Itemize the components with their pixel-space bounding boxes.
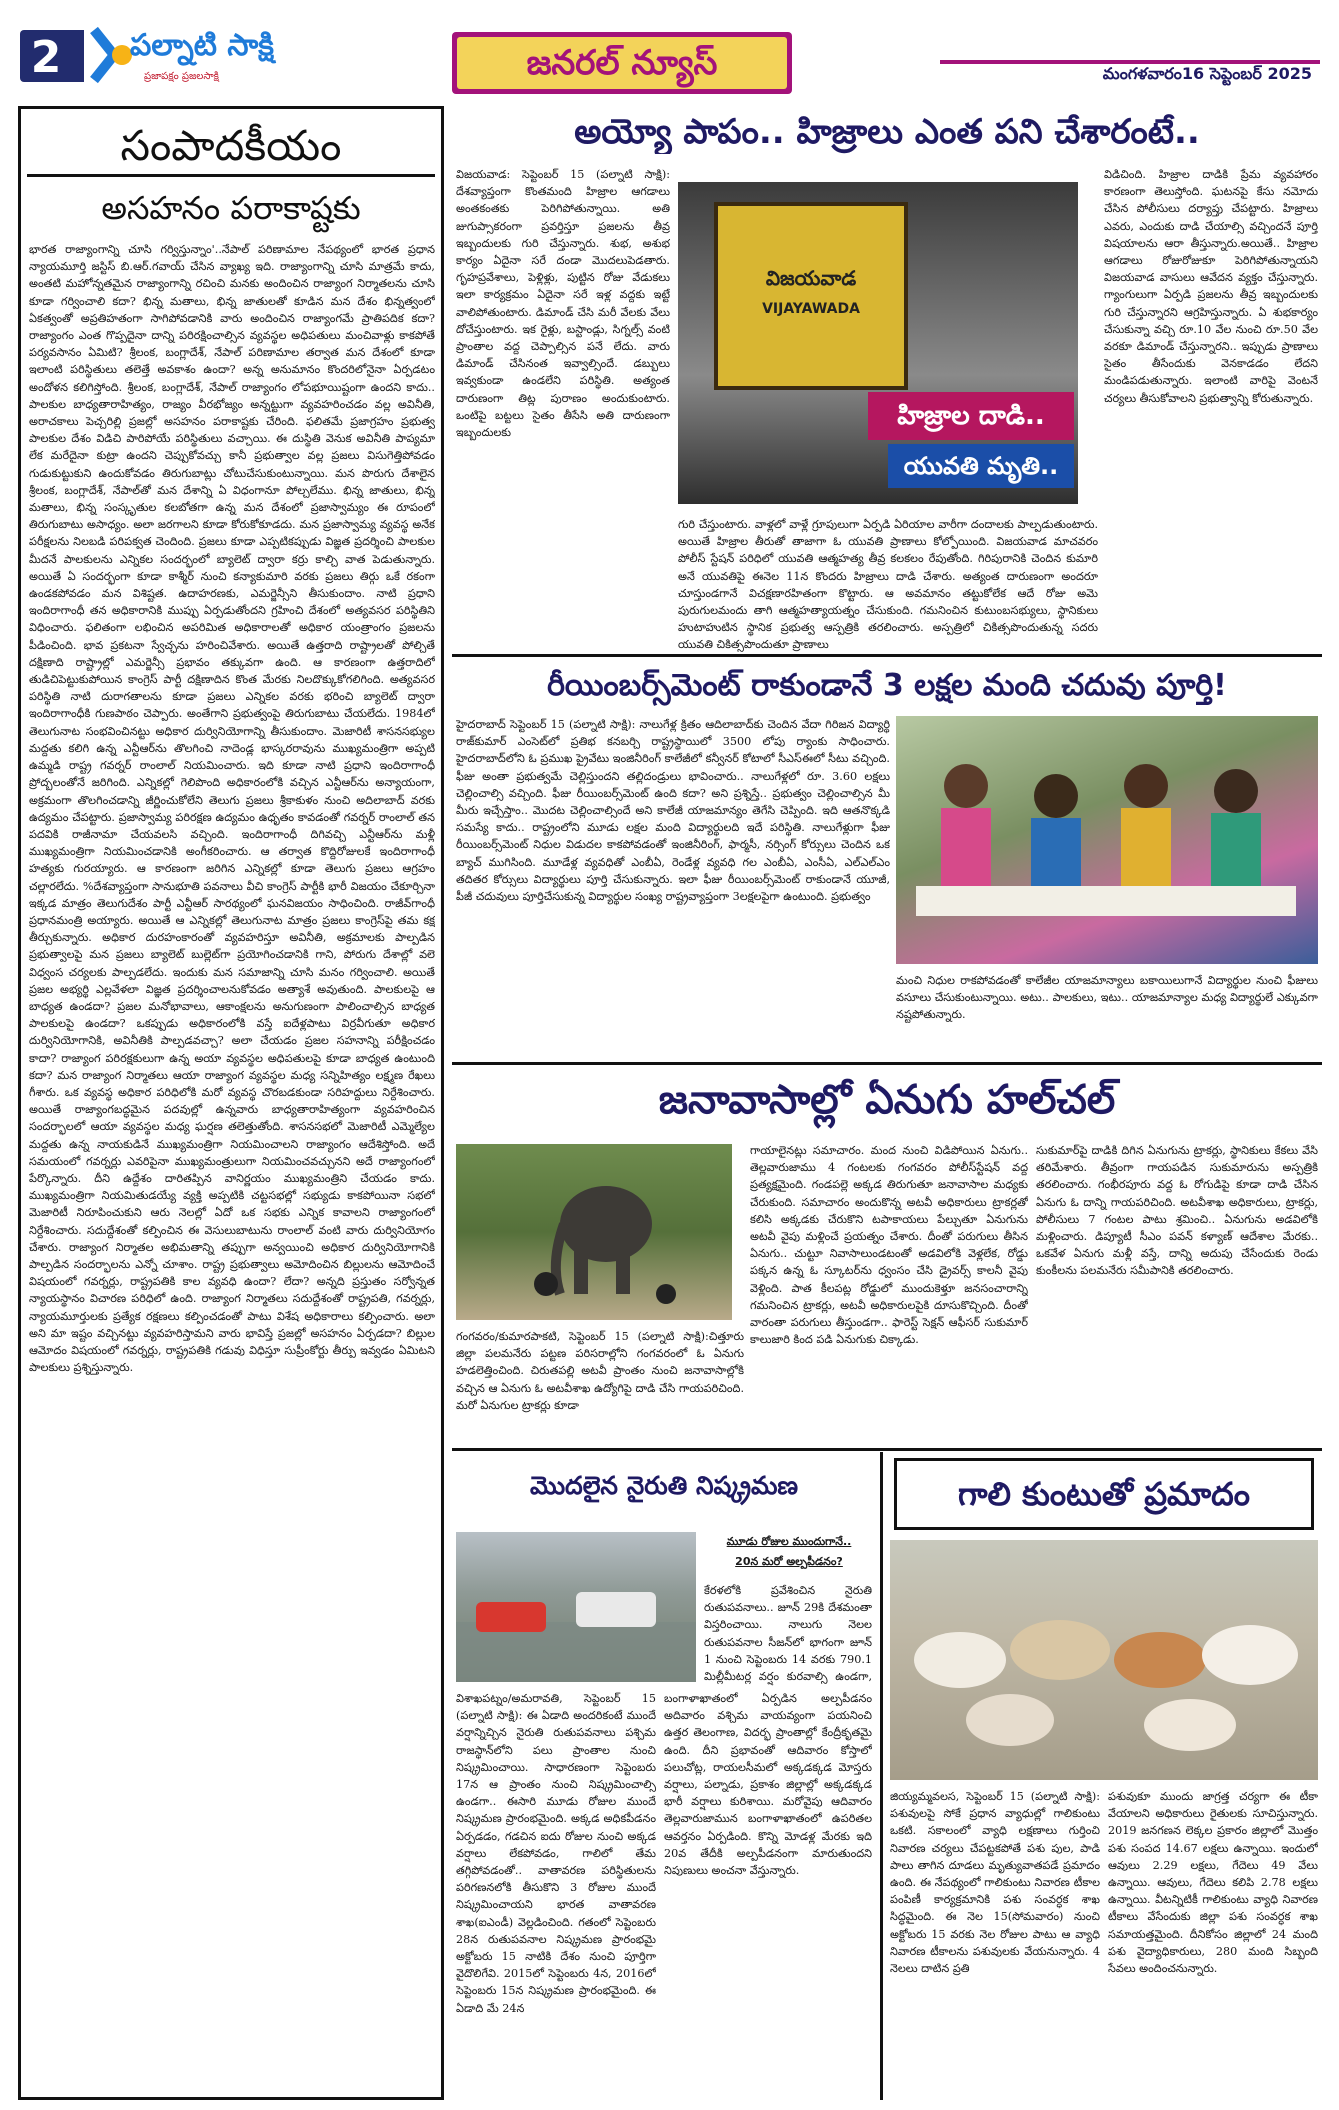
story-elephant-col3: సుకుమార్‌పై దాడికి దిగిన ఏనుగును ట్రాకర్లు, స్థానికులు కేకలు వేసి తరిమేశారు. తీవ్రంగా గాయపడిన సుకుమారును అస్పత్రికి తరలించారు. గంభీరపూరు వద్ద ఓ రోగుడిపై కూడా దాడి చేసిన ఏనుగు ఓ దాన్ని గాయపరిచింది. అటవీశాఖ అధికారులు, ట్రాకర్లు, పోలీసులు 7 గంటల పాటు శ్రమించి.. ఏనుగును అడవిలోకి మళ్లించారు. డిప్యూటీ సీఎం పవన్ కళ్యాణ్ ఆదేశాల మేరకు.. ఒకవేళ ఏనుగు మళ్లీ వస్తే, దాన్ని అదుపు చేసేందుకు రెండు కుంకీలను పలమనేరు సమీపానికి తరలించారు.: [1036, 1144, 1318, 1278]
page-number: 2: [30, 32, 62, 82]
logo: [130, 28, 340, 90]
story-monsoon: [452, 1452, 876, 2100]
story-fmd-col2: పశువుకూ ముందు జాగ్రత్త చర్యగా ఈ టీకా వేయాలని అధికారులు రైతులకు సూచిస్తున్నారు. 2019 జనగణన లెక్కల ప్రకారం జిల్లాలో మొత్తం పశు సంపద 14.67 లక్షలు ఉన్నాయి. ఇందులో ఆవులు 2.29 లక్షలు, గేదెలు 49 వేలు ఉన్నాయి. ఆవులు, గేదెలు కలిపి 2.78 లక్షలు ఉన్నాయి. వీటన్నిటికీ గాలికుంటు వ్యాధి నివారణ టీకాలు వేసేందుకు జిల్లా పశు సంవర్ధక శాఖ సమాయత్తమైంది. దీనికోసం జిల్లాలో 24 మంది పశు వైద్యాధికారులు, 280 మంది సిబ్బంది సేవలు అందించనున్నారు.: [1108, 1790, 1318, 1976]
story-reimbursement-headline: రీయింబర్స్‌మెంట్ రాకుండానే 3 లక్షల మంది చదువు పూర్తి!: [547, 668, 1227, 703]
editorial-box: [18, 106, 444, 2100]
monsoon-subhead-1: మూడు రోజుల ముందుగానే..: [726, 1535, 852, 1548]
flood-illustration: [456, 1532, 696, 1682]
divider: [452, 654, 1322, 657]
story-fmd-col1: జియ్యమ్మవలస, సెప్టెంబర్ 15 (పల్నాటి సాక్షి): పశువులపై సోకే ప్రధాన వ్యాధుల్లో గాలికుంటు ఒకటి. సకాలంలో వ్యాధి లక్షణాలు గుర్తించి నివారణ చర్యలు చేపట్టకపోతే పశు పుల, పాడి పాలు తాగిన దూడలు మృత్యువాతపడే ప్రమాదం ఉంది. ఈ నేపథ్యంలో గాలికుంటు నివారణ టీకాల పంపిణీ కార్యక్రమానికి పశు సంవర్ధక శాఖ సిద్ధమైంది. ఈ నెల 15(సోమవారం) నుంచి అక్టోబరు 15 వరకు నెల రోజుల పాటు ఆ వ్యాధి నివారణ టీకాలను పశువులకు వేయనున్నారు. 4 నెలలు దాటిన ప్రతి: [890, 1790, 1100, 1976]
story-hijra-col3: విడిచింది. హిజ్రాల దాడికి ప్రేమ వ్యవహారం కారణంగా తెలుస్తోంది. ఘటనపై కేసు నమోదు చేసిన పోలీసులు దర్యాప్తు చేపట్టారు. హిజ్రాలు ఎవరు, ఎందుకు దాడి చేయాల్సి వచ్చిందనే పూర్తి విషయాలను ఆరా తీస్తున్నారు.అయితే.. హిజ్రాల ఆగడాలు రోజురోజుకూ పెరిగిపోతున్నాయని విజయవాడ వాసులు ఆవేదన వ్యక్తం చేస్తున్నారు. గ్యాంగులుగా ఏర్పడి ప్రజలను తీవ్ర ఇబ్బందులకు గురి చేస్తున్నారని ఆగ్రహిస్తున్నారు. ఏ శుభకార్యం చేసుకున్నా వచ్చి రూ.10 వేల నుంచి రూ.50 వేల వరకూ డిమాండ్ చేస్తున్నారని.. ఇప్పుడు ప్రాణాలు సైతం తీసేందుకు వెనకాడడం లేదని మండిపడుతున్నారు. ఇలాంటి వారిపై వెంటనే చర్యలు తీసుకోవాలని ప్రభుత్వాన్ని కోరుతున్నారు.: [1104, 168, 1318, 405]
editorial-body: భారత రాజ్యాంగాన్ని చూసి గర్విస్తున్నాం'..నేపాల్ పరిణామాల నేపథ్యంలో భారత ప్రధాన న్యాయమూర్తి జస్టిస్ బి.ఆర్.గవాయ్ చేసిన వ్యాఖ్య ఇది. రాజ్యాంగాన్ని చూసి మాత్రమే కాదు, అంతటి మహోన్నతమైన రాజ్యాంగాన్ని రచించి మనకు అందించిన రాజ్యాంగ నిర్మాతలను చూసి కూడా గర్వించాలి కదా? భిన్న మతాలు, భిన్న జాతులతో కూడిన మన దేశం భిన్నత్వంలో ఏకత్వంతో అప్రతిహతంగా సాగిపోవడానికి వారు అందించిన రాజ్యాంగమే ప్రాతిపదిక కదా? రాజ్యాంగం ఎంత గొప్పదైనా దాన్ని పరిరక్షించాల్సిన వ్యవస్థల అధిపతులు మంచివాళ్లు కాకపోతే పర్యవసానం ఏమిటి? శ్రీలంక, బంగ్లాదేశ్, నేపాల్ పరిణామాల తర్వాత మన దేశంలో కూడా ఇలాంటి పరిస్థితులు తలెత్తే అవకాశం ఉందా? అన్న అనుమానం కొందరిలోనైనా ఏర్పడటం అందోళన కలిగిస్తోంది. శ్రీలంక, బంగ్లాదేశ్, నేపాల్ రాజ్యాంగం లోపభూయిష్టంగా ఉందని కాదు.. పాలకుల బాధ్యతారాహిత్యం, రాజ్యం వీరభోజ్యం అన్నట్టుగా వ్యవహరించడం వల్ల అవినీతి, అరాచకాలు పెచ్చరిల్లి ప్రజల్లో అసహనం పరాకాష్టకు చేరింది. ఫలితమే ప్రజాగ్రహం ప్రభుత్వ పాలకుల దేశం విడిచి పారిపోయే పరిస్థితులు వచ్చాయి. ఈ దుస్థితి వెనుక అవినీతి పాప్యమా లేక మరేదైనా కుట్రా ఉందని చెప్పుకోవచ్చు కానీ ప్రభుత్వాల వల్ల ప్రజలు విసుగెత్తిపోవడం గుడుకుట్టుకుని ఉందుకోవడం తిరుగుబాట్లు చోటుచేసుకుంటున్నాయి. మన పొరుగు దేశాలైన శ్రీలంక, బంగ్లాదేశ్, నేపాల్‌తో మన దేశాన్ని ఏ విధంగానూ పోల్చలేము. భిన్న జాతులు, భిన్న మతాలు, భిన్న సంస్కృతుల కలబోతగా ఉన్న మన దేశంలో ప్రజాస్వామ్యం ఈ రూపంలో తిరుగుబాటు అసాధ్యం. అలా జరగాలని కూడా కోరుకోకూడదు. మన ప్రజాస్వామ్య వ్యవస్థ అనేక పరీక్షలను నిలబడి పరిపక్వత చెందింది. ప్రజలు కూడా ఎప్పటికప్పుడు విజ్ఞత ప్రదర్శించి పాలకుల మీదనే పాలకులను ఎన్నికల సందర్భంలో బ్యాలెట్ ద్వారా కర్రు కాల్చి వాత పెడుతున్నారు. అయితే ఏ సందర్భంగా కూడా కాశ్మీర్ నుంచి కన్యాకుమారి వరకు ప్రజలు తిర్గు ఒకే రకంగా ఉండకపోవడం మన విశిష్టత. ఉదాహరణకు, ఎమర్జెన్సీని తీసుకుందాం. నాటి ప్రధాని ఇందిరాగాంధీ తన అధికారానికి ముప్పు ఏర్పడుతోందని గ్రహించి దేశంలో అత్యవసర పరిస్థితిని విధించారు. ఫలితంగా లభించిన అపరిమిత అధికారాలతో అధికార యంత్రాంగం ప్రజలను పీడించింది. భావ ప్రకటనా స్వేచ్ఛను హరించివేశారు. అయితే ఉత్తరాది రాష్ట్రాలతో పోల్చితే దక్షిణాది రాష్ట్రాల్లో ఎమర్జెన్సీ ప్రభావం తక్కువగా ఉంది. ఆ కారణంగా ఉత్తరాదిలో తుడిచిపెట్టుకుపోయిన కాంగ్రెస్ పార్టీ దక్షిణాదిన కొంత మేరకు నిలదొక్కుకోగలిగింది. అత్యవసర పరిస్థితి నాటి దురాగతాలను కూడా ప్రజలు ఎన్నికల వరకు భరించి బ్యాలెట్ ద్వారా ఇందిరాగాంధీకి గుణపాఠం చెప్పారు. అంతేగాని ప్రభుత్వంపై తిరుగుబాటు చేయలేదు. 1984లో తెలుగునాట సంభవించినట్టు అధికార దుర్వినియోగాన్ని తీసుకుందాం. మెజారిటీ శాసనసభ్యుల మద్దతు కలిగి ఉన్న ఎన్టీఆర్‌ను తొలగించి నాదెండ్ల భాస్కరరావును ముఖ్యమంత్రిగా అప్పటి ఉమ్మడి రాష్ట్ర గవర్నర్ రాంలాల్ నియమించారు. ఇది కూడా నాటి ప్రధాని ఇందిరాగాంధీ ప్రోద్బలంతోనే జరిగింది. ఎన్నికల్లో గెలిపొంది అధికారంలోకి వచ్చిన ఎన్టీఆర్‌ను అన్యాయంగా, అక్రమంగా తొలగించడాన్ని జీర్ణించుకోలేని తెలుగు ప్రజలు శ్రీకాకుళం నుంచి అదిలాబాద్ వరకు ఉద్యమం చేపట్టారు. ప్రజాస్వామ్య పరిరక్షణ ఉద్యమం ఉధృతం కావడంతో గవర్నర్ రాంలాల్ తన పదవికి రాజీనామా చేయవలసి వచ్చింది. ఇందిరాగాంధీ దిగివచ్చి ఎన్టీఆర్‌ను మళ్లీ ముఖ్యమంత్రిగా నియమించడానికి అంగీకరించారు. ఆ తర్వాత కొద్దిరోజులకే ఇందిరాగాంధీ హత్యకు గురయ్యారు. ఆ కారణంగా జరిగిన ఎన్నికల్లో కూడా తెలుగు ప్రజలు ఆగ్రహం చల్లారలేదు. %దేశవ్యాప్తంగా సానుభూతి పవనాలు వీచి కాంగ్రెస్ పార్టీకి భారీ విజయం చేకూర్చినా ఇక్కడ మాత్రం తెలుగుదేశం పార్టీ ఎన్టీఆర్ సారథ్యంలో ఘనవిజయం సాధించింది. రాజీవ్‌గాంధీ ప్రధానమంత్రి అయ్యారు. అయితే ఆ ఎన్నికల్లో తెలుగునాట మాత్రం ప్రజలు కాంగ్రెస్‌పై తమ కక్ష తీర్చుకున్నారు. అధికార దురహంకారంతో వ్యవహరిస్తూ అవినీతి, అక్రమాలకు పాల్పడిన ప్రభుత్వాలపై మన ప్రజలు బ్యాలెట్ బుల్లెట్‌గా ప్రయోగించడానికి గాని, పోరుగు దేశాల్లో వలె విధ్వంస చర్యలకు పాల్పడలేదు. ఇందుకు మన సమాజాన్ని చూసి మనం గర్వించాలి. అయితే ప్రజల అభ్యర్థి ఎల్లవేళలా విజ్ఞత ప్రదర్శించాలనుకోవడం అత్యాశే అవుతుంది. పాలకులపై ఆ బాధ్యత ఉండదా? ప్రజల మనోభావాలు, ఆకాంక్షలను అనుగుణంగా పాలించాల్సిన బాధ్యత పాలకులపై ఉండదా? ఒకప్పుడు అధికారంలోకి వస్తే ఐదేళ్లపాటు విర్రవీగుతూ అధికార దుర్వినియోగానికి, అవినీతికి పాల్పడవచ్చా? అలా చేయడం ప్రజల సహనాన్ని పరీక్షించడం కాదా? రాజ్యాంగ పరిరక్షకులుగా ఉన్న అయా వ్యవస్థల అధిపతులపై కూడా బాధ్యత ఉంటుంది కదా? మన రాజ్యాంగ నిర్మాతలు ఆయా రాజ్యాంగ వ్యవస్థల మధ్య సన్నిహిత్యం లక్ష్మణ రేఖలు గీశారు. ఒక వ్యవస్థ అధికార పరిధిలోకి మరో వ్యవస్థ చొరబడకుండా సరిహద్దులు నిర్దేశించారు. అయితే రాజ్యాంగబద్ధమైన పదవుల్లో ఉన్నవారు బాధ్యతారాహిత్యంగా వ్యవహరించిన సందర్భాలలో ఆయా వ్యవస్థల మధ్య ఘర్షణ తలెత్తుతోంది. శాసనసభలో మెజారిటీ ఎమ్మెల్యేల మద్దతు ఉన్న నాయకుడినే ముఖ్యమంత్రిగా నియమించాలని రాజ్యాంగం ఆదేశిస్తోంది. అదే సమయంలో గవర్నర్లు ఎవరిపైనా ముఖ్యమంత్రులుగా నియమించవచ్చునని అదే రాజ్యాంగంలో పేర్కొన్నారు. దీని ఉద్దేశం దారితప్పిన వానిర్ణయం ముఖ్యమంత్రిని చేయడం కాదు. ముఖ్యమంత్రిగా నియమితుడయ్యే వ్యక్తి అప్పటికి చట్టసభల్లో సభ్యుడు కాకపోయినా సభలో మెజారిటీ నిరూపించుకుని ఆరు నెలల్లో ఏదో ఒక సభకు ఎన్నిక కావాలని రాజ్యాంగంలో నిర్దేశించారు. సదుద్దేశంతో కల్పించిన ఈ వెసులుబాటును రాంలాల్ వంటి వారు దుర్వినియోగం చేశారు. రాజ్యాంగ నిర్మాతల అభిమతాన్ని తప్పుగా అన్వయించి అధికార దుర్వినియోగానికి పాల్పడిన సందర్భాలను ఎన్నో చూశాం. రాష్ట్ర ప్రభుత్వాలు అమోదించిన బిల్లులను ఆమోదించే విషయంలో గవర్నర్లు, రాష్ట్రపతికి కాల వ్యవధి ఉందా? లేదా? అన్నది ప్రస్తుతం సర్వోన్నత న్యాయస్థానం విచారణ పరిధిలో ఉంది. రాజ్యాంగ నిర్మాతలు సదుద్దేశంతో రాష్ట్రపతి, గవర్నర్లు, న్యాయమూర్తులకు ప్రత్యేక రక్షణలు కల్పించడంతో పాటు విశేష అధికారాలు కల్పించారు. అలా అని మా ఇష్టం వచ్చినట్టు వ్యవహరిస్తామని వారు భావిస్తే ప్రజల్లో అసహనం ఏర్పడదా? బిల్లుల ఆమోదం విషయంలో గవర్నర్లు, రాష్ట్రపతికి గడువు విధిస్తూ సుప్రీంకోర్టు తీర్పు ఇవ్వడం ఏమిటని పాలకులు ప్రశ్నిస్తున్నారు.: [29, 243, 435, 1375]
story-monsoon-side: కేరళలోకి ప్రవేశించిన నైరుతి రుతుపవనాలు.. జూన్ 29కి దేశమంతా విస్తరించాయి. నాలుగు నెలల రుతుపవనాల సీజన్‌లో భాగంగా జూన్ 1 నుంచి సెప్టెంబరు 14 వరకు 790.1 మిల్లీమీటర్ల వర్షం కురవాల్సి ఉండగా,: [704, 1584, 872, 1684]
story-hijra-headline: అయ్యో పాపం.. హిజ్రాలు ఎంత పని చేశారంటే..: [574, 112, 1200, 152]
story-hijra-col1: విజయవాడ: సెప్టెంబర్ 15 (పల్నాటి సాక్షి): దేశవ్యాప్తంగా కొంతమంది హిజ్రాల ఆగడాలు అంతకంతకు పెరిగిపోతున్నాయి. అతి జుగుప్సాకరంగా ప్రవర్తిస్తూ ప్రజలను తీవ్ర ఇబ్బందులకు గురి చేస్తున్నారు. శుభ, అశుభ కార్యం ఏదైనా సరే దండా మొదలుపెడతారు. గృహప్రవేశాలు, పెళ్లిళ్లు, పుట్టిన రోజు వేడుకలు ఇలా కార్యక్రమం ఏదైనా సరే ఇళ్ల వద్దకు ఇట్టే వాలిపోతుంటారు. డిమాండ్ చేసి మరీ వేలకు వేలు దోచేస్తుంటారు. ఇక రైళ్లు, బస్టాండ్లు, సిగ్నల్స్ వంటి ప్రాంతాల వద్ద చెప్పాల్సిన పనే లేదు. వారు డిమాండ్ చేసినంత ఇవ్వాల్సిందే. డబ్బులు ఇవ్వకుండా ఉండలేని పరిస్థితి. అత్యంత దారుణంగా తిట్ల పురాణం అందుకుంటారు. ఒంటిపై బట్టలు సైతం తీసేసి అతి దారుణంగా ఇబ్బందులకు: [456, 168, 670, 440]
logo-sun-icon: [86, 20, 136, 90]
cattle-illustration: [890, 1540, 1318, 1780]
photo-caption-bar2: [888, 444, 1074, 488]
signboard-telugu: విజయవాడ: [765, 266, 857, 290]
logo-text: పల్నాటి సాక్షి: [130, 28, 274, 63]
issue-date: మంగళవారం16 సెప్టెంబర్ 2025: [1102, 64, 1312, 83]
story-hijra: [452, 104, 1322, 656]
editorial-label-text: సంపాదకీయం: [120, 121, 342, 170]
story-monsoon-col1: విశాఖపట్నం/అమరావతి, సెప్టెంబర్ 15 (పల్నాటి సాక్షి): ఈ ఏడాది అందరికంటే ముందే వర్షాన్నిచ్చిన నైరుతి రుతుపవనాలు పశ్చిమ రాజస్థాన్‌లోని పలు ప్రాంతాల నుంచి నిష్క్రమించాయి. సాధారణంగా సెప్టెంబరు 17న ఆ ప్రాంతం నుంచి నిష్క్రమించాల్సి ఉండగా.. ఈసారి మూడు రోజుల ముందే నిష్క్రమణ ప్రారంభమైంది. అక్కడ అధికపీడనం ఏర్పడడం, గడచిన ఐదు రోజుల నుంచి అక్కడ వర్షాలు లేకపోవడం, గాలిలో తేమ తగ్గిపోవడంతో.. వాతావరణ పరిస్థితులను పరిగణనలోకి తీసుకొని 3 రోజుల ముందే నిష్క్రమించాయని భారత వాతావరణ శాఖ(ఐఎండీ) వెల్లడించింది. గతంలో సెప్టెంబరు 28న రుతుపవనాల నిష్క్రమణ ప్రారంభమై అక్టోబరు 15 నాటికి దేశం నుంచి పూర్తిగా వైదొలిగేవి. 2015లో సెప్టెంబరు 4న, 2016లో సెప్టెంబరు 15న నిష్క్రమణ ప్రారంభమైంది. ఈ ఏడాది మే 24న: [456, 1692, 656, 2015]
editorial-title-text: అసహనం పరాకాష్టకు: [101, 189, 361, 227]
cattle-photo: [890, 1540, 1318, 1780]
story-hijra-photo: [678, 182, 1078, 504]
story-elephant-col1: గంగవరం/కుమారపాకటి, సెప్టెంబర్ 15 (పల్నాటి సాక్షి):చిత్తూరు జిల్లా పలమనేరు పట్టణ పరిసరాల్లోని గంగవరంలో ఓ ఏనుగు హడలెత్తించింది. చిరుతపల్లి అటవీ ప్రాంతం నుంచి జనావాసాల్లోకి వచ్చిన ఆ ఏనుగు ఓ అటవీశాఖ ఉద్యోగిపై దాడి చేసి గాయపరిచింది. మరో ఏనుగుల ట్రాకర్లు కూడా: [456, 1330, 744, 1412]
photo-caption-1: హిజ్రాల దాడి..: [897, 401, 1045, 431]
story-hijra-wide: గురి చేస్తుంటారు. వాళ్లలో వాళ్లే గ్రూపులుగా ఏర్పడి ఏరియాల వారీగా దందాలకు పాల్పడుతుంటారు. అయితే హిజ్రాల తీరుతో తాజాగా ఓ యువతి ప్రాణాలు కోల్పోయింది. విజయవాడ మాచవరం పోలీస్ స్టేషన్ పరిధిలో యువతి ఆత్మహత్య తీవ్ర కలకలం రేపుతోంది. గిరిపురానికి చెందిన కుమారి అనే యువతిపై ఈనెల 11న కొందరు హిజ్రాలు దాడి చేశారు. అత్యంత దారుణంగా అందరూ చూస్తుండగానే విచక్షణారహితంగా కొట్టారు. ఆ అవమానం తట్టుకోలేక ఆదే రోజు అమె పురుగులమందు తాగి ఆత్మహత్యాయత్నం చేసుకుంది. గమనించిన కుటుంబసభ్యులు, స్థానికులు హుటాహుటిన స్థానిక ప్రభుత్వ ఆస్పత్రికి తరలించారు. అస్పత్రిలో చికిత్సపొందుతున్న సదరు యువతి చికిత్సపొందుతూ ప్రాణాలు: [678, 518, 1098, 652]
signboard-english: VIJAYAWADA: [762, 301, 860, 317]
page-number-badge: [20, 30, 84, 82]
date-bar: [940, 56, 1320, 86]
divider: [452, 1062, 1322, 1065]
divider: [880, 1452, 883, 2100]
elephant-illustration: [456, 1144, 732, 1320]
masthead: [0, 0, 1339, 98]
divider: [452, 1448, 1322, 1451]
editorial-label: [27, 115, 435, 177]
logo-subtext: ప్రజాపక్షం ప్రజలసాక్షి: [144, 71, 219, 82]
section-title: జనరల్ న్యూస్: [526, 43, 718, 83]
story-elephant-col2: గాయాలైనట్లు సమాచారం. మంద నుంచి విడిపోయిన ఏనుగు.. తెల్లవారుజాము 4 గంటలకు గంగవరం పోలీస్‌స్టేషన్ వద్ద ప్రత్యక్షమైంది. గండపల్లె అక్కడ తిరుగుతూ జనావాసాల మధ్యకు చేరుకుంది. సమాచారం అందుకొన్న అటవీ అధికారులు ట్రాకర్లతో కలిసి అక్కడకు చేరుకొని టపాకాయలు పేల్చుతూ ఏనుగును అటవీ వైపు మళ్లించే ప్రయత్నం చేశారు. దీంతో పరుగులు తీసిన ఏనుగు.. చుట్టూ నివాసాలుండటంతో అడవిలోకి వెళ్లలేక, రోడ్డు పక్కన ఉన్న ఓ స్కూటర్‌ను ధ్వంసం చేసి డ్రైవర్స్ కాలనీ వైపు వెళ్లింది. పాత కీలపట్ల రోడ్డులో ముందుకెళ్తూ జనసంచారాన్ని గమనించిన ట్రాకర్లు, అటవీ అధికారులపైకి దూసుకొచ్చింది. దీంతో వారంతా పరుగులు తీస్తుండగా.. ఫారెస్ట్ సెక్షన్ ఆఫీసర్ సుకుమార్ కాలుజారి కింద పడి ఏనుగుకు చిక్కాడు.: [750, 1144, 1028, 1347]
story-elephant-headline: జనావాసాల్లో ఏనుగు హల్‌చల్: [658, 1077, 1116, 1123]
section-banner: [452, 32, 792, 94]
monsoon-subheads: [704, 1532, 874, 1578]
story-fmd-headline-box: [894, 1458, 1314, 1530]
story-reimbursement-side: మంచి నిధుల రాకపోవడంతో కాలేజీల యాజమాన్యాలు బకాయిలుగానే విద్యార్థుల నుంచి ఫీజులు వసూలు చేసుకుంటున్నాయి. అటు.. పాలకులు, ఇటు.. యాజమాన్యాల మధ్య విద్యార్థులే ఎక్కువగా నష్టపోతున్నారు.: [896, 974, 1318, 1022]
elephant-photo: [456, 1144, 732, 1320]
editorial-title: [27, 183, 435, 235]
monsoon-subhead-2: 20న మరో అల్పపీడనం?: [735, 1555, 843, 1568]
photo-caption-bar1: [868, 392, 1074, 440]
story-fmd-headline: గాలి కుంటుతో ప్రమాదం: [958, 1475, 1250, 1513]
story-reimbursement-body: హైదరాబాద్ సెప్టెంబర్ 15 (పల్నాటి సాక్షి): నాలుగేళ్ల క్రితం ఆదిలాబాద్‌కు చెందిన వేదా గిరిజన విద్యార్థి రాజ్‌కుమార్ ఎంసెట్‌లో ప్రతిభ కనబర్చి రాష్ట్రస్థాయిలో 3500 లోపు ర్యాంకు సాధించారు. హైదరాబాద్‌లోని ఓ ప్రముఖ ప్రైవేటు ఇంజినీరింగ్ కాలేజీలో కన్వీనర్ కోటాలో సీఎస్‌ఈలో సీటు వచ్చింది. ఫీజు అంతా ప్రభుత్వమే చెల్లిస్తుందని తల్లిదండ్రులు భావించారు.. నాలుగేళ్లలో రూ. 3.60 లక్షలు చెల్లించాల్సి వచ్చింది. ఫీజు రీయింబర్స్‌మెంట్ ఉంది కదా? అని ప్రశ్నిస్తే.. ప్రభుత్వం చెల్లించాల్సిన మీ మీరు ఇచ్చేస్తాం.. మొదట చెల్లించాల్సిందే అని కాలేజీ యాజమాన్యం తెగేసి చెప్పింది. ఇది ఆతనొక్కడి సమస్యే కాదు.. రాష్ట్రంలోని మూడు లక్షల మంది విద్యార్థులది ఇదే పరిస్థితి. నాలుగేళ్లుగా ఫీజు రీయింబర్స్‌మెంట్ నిధుల విడుదల కాకపోవడంతో ఇంజినీరింగ్, ఫార్మసీ, నర్సింగ్ కోర్సులు చెందిన ఒక బ్యాచ్ ముగిసింది. మూడేళ్ల వ్యవధితో ఎంబీఏ, రెండేళ్ల వ్యవధి గల ఎంబీఏ, ఎంసీఏ, ఎల్‌ఎల్‌ఎం తదితర కోర్సులు విద్యార్థులు పూర్తి చేసుకున్నారు. ఇలా ఫీజు రీయింబర్స్‌మెంట్ రాకుండానే యూజీ, పీజీ చదువులు పూర్తిచేసుకున్న విద్యార్థుల సంఖ్య రాష్ట్రవ్యాప్తంగా 3లక్షలపైగా ఉంటుంది. ప్రభుత్వం: [456, 718, 890, 904]
photo-caption-2: యువతి మృతి..: [903, 452, 1059, 480]
story-monsoon-col2: బంగాళాఖాతంలో ఏర్పడిన అల్పపీడనం అదివారం వశ్చిమ వాయవ్యంగా పయనించి ఉత్తర తెలంగాణ, విదర్భ ప్రాంతాల్లో కేంద్రీకృతమై ఉంది. దీని ప్రభావంతో ఆదివారం కోస్తాలో పలుచోట్ల, రాయలసీమలో అక్కడక్కడ మోస్తరు వర్షాలు, పల్నాడు, ప్రకాశం జిల్లాల్లో అక్కడక్కడ భారీ వర్షాలు కురిశాయి. మరోవైపు ఆదివారం తెల్లవారుజామున బంగాళాఖాతంలో ఉపరితల ఆవర్తనం ఏర్పడింది. కొన్ని మోడళ్ల మేరకు ఇది 20వ తేదీకి అల్పపీడనంగా మారుతుందని నిపుణులు అంచనా వేస్తున్నారు.: [664, 1692, 872, 1878]
flood-photo: [456, 1532, 696, 1682]
city-signboard: [714, 202, 908, 390]
students-photo: [896, 716, 1318, 964]
story-reimbursement: [452, 660, 1322, 1064]
story-monsoon-headline: మొదలైన నైరుతి నిష్క్రమణ: [529, 1471, 799, 1500]
story-elephant: [452, 1066, 1322, 1450]
students-illustration: [896, 716, 1318, 964]
story-fmd: [886, 1452, 1322, 2100]
